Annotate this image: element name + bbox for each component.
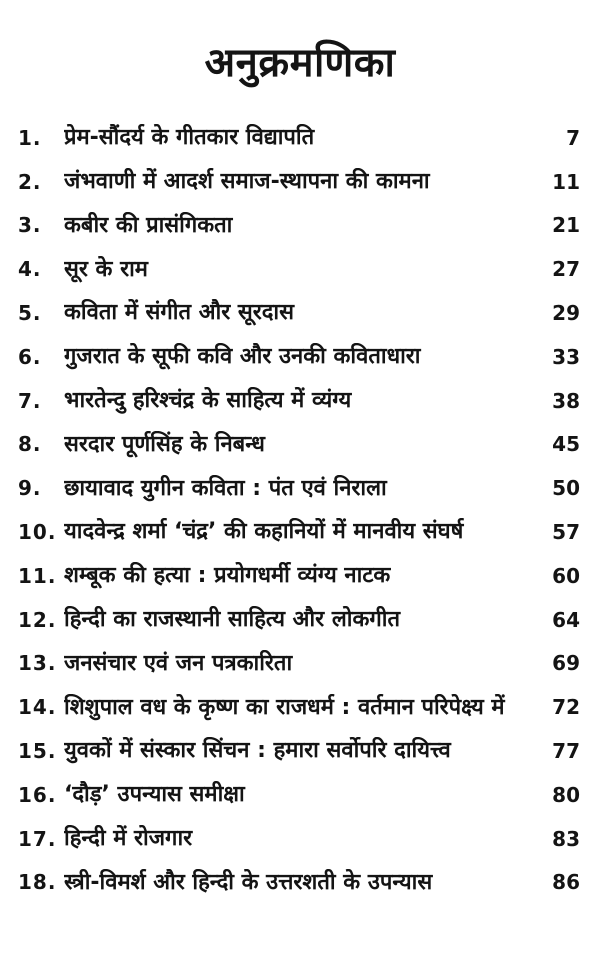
toc-row — [14, 291, 580, 335]
toc-entry-page: 27 — [552, 257, 580, 282]
toc-entry-page: 83 — [552, 826, 580, 851]
toc-row — [14, 204, 580, 248]
toc-entry-number: 3. — [18, 213, 42, 238]
toc-entry-title: हिन्दी में रोजगार — [64, 825, 193, 851]
toc-entry-number: 7. — [18, 388, 42, 413]
toc-row — [14, 817, 580, 861]
toc-entry-page: 33 — [552, 344, 580, 369]
toc-entry-title: स्त्री-विमर्श और हिन्दी के उत्तरशती के उपन्यास — [64, 869, 433, 895]
toc-entry-title: शम्बूक की हत्या : प्रयोगधर्मी व्यंग्य नाटक — [64, 563, 391, 589]
toc-entry-page: 29 — [552, 301, 580, 326]
toc-entry-title: यादवेन्द्र शर्मा ‘चंद्र’ की कहानियों में मानवीय संघर्ष — [64, 519, 464, 545]
toc-entry-title: शिशुपाल वध के कृष्ण का राजधर्म : वर्तमान परिपेक्ष्य में — [64, 694, 505, 720]
toc-entry-title: सरदार पूर्णसिंह के निबन्ध — [64, 431, 265, 457]
toc-entry-title: जनसंचार एवं जन पत्रकारिता — [64, 650, 293, 676]
toc-entry-title: प्रेम-सौंदर्य के गीतकार विद्यापति — [64, 125, 315, 151]
toc-entry-page: 77 — [552, 739, 580, 764]
toc-row — [14, 642, 580, 686]
toc-entry-title: कबीर की प्रासंगिकता — [64, 212, 233, 238]
toc-row — [14, 773, 580, 817]
toc-entry-number: 12. — [18, 607, 57, 632]
toc-row — [14, 861, 580, 905]
toc-row — [14, 423, 580, 467]
toc-entry-page: 72 — [552, 695, 580, 720]
toc-entry-title: ‘दौड़’ उपन्यास समीक्षा — [64, 782, 245, 808]
toc-entry-number: 14. — [18, 695, 57, 720]
toc-entry-title: सूर के राम — [64, 256, 148, 282]
toc-entry-number: 10. — [18, 520, 57, 545]
toc-row — [14, 729, 580, 773]
toc-entry-title: युवकों में संस्कार सिंचन : हमारा सर्वोपरि दायित्त्व — [64, 738, 451, 764]
toc-entry-page: 50 — [552, 476, 580, 501]
toc-entry-page: 64 — [552, 607, 580, 632]
toc-entry-number: 9. — [18, 476, 42, 501]
toc-entry-page: 57 — [552, 520, 580, 545]
toc-row — [14, 160, 580, 204]
toc-list — [0, 116, 600, 904]
toc-entry-number: 13. — [18, 651, 57, 676]
toc-entry-page: 80 — [552, 782, 580, 807]
toc-entry-page: 11 — [552, 169, 580, 194]
toc-entry-number: 8. — [18, 432, 42, 457]
toc-row — [14, 247, 580, 291]
toc-entry-title: कविता में संगीत और सूरदास — [64, 300, 294, 326]
toc-entry-number: 16. — [18, 782, 57, 807]
toc-row — [14, 379, 580, 423]
toc-entry-title: गुजरात के सूफी कवि और उनकी कविताधारा — [64, 344, 421, 370]
toc-entry-number: 1. — [18, 125, 42, 150]
toc-entry-number: 5. — [18, 301, 42, 326]
toc-row — [14, 466, 580, 510]
toc-entry-page: 45 — [552, 432, 580, 457]
toc-entry-number: 17. — [18, 826, 57, 851]
toc-entry-title: जंभवाणी में आदर्श समाज-स्थापना की कामना — [64, 168, 430, 194]
toc-row — [14, 554, 580, 598]
toc-entry-title: हिन्दी का राजस्थानी साहित्य और लोकगीत — [64, 606, 400, 632]
toc-entry-page: 21 — [552, 213, 580, 238]
toc-entry-page: 60 — [552, 563, 580, 588]
toc-entry-page: 69 — [552, 651, 580, 676]
toc-entry-number: 4. — [18, 257, 42, 282]
toc-entry-page: 7 — [566, 125, 580, 150]
toc-entry-page: 38 — [552, 388, 580, 413]
toc-entry-number: 18. — [18, 870, 57, 895]
toc-entry-page: 86 — [552, 870, 580, 895]
toc-entry-number: 2. — [18, 169, 42, 194]
toc-row — [14, 685, 580, 729]
page-title: अनुक्रमणिका — [204, 40, 396, 86]
toc-row — [14, 335, 580, 379]
toc-row — [14, 510, 580, 554]
toc-entry-number: 6. — [18, 344, 42, 369]
toc-row — [14, 116, 580, 160]
toc-entry-number: 11. — [18, 563, 57, 588]
toc-entry-number: 15. — [18, 739, 57, 764]
toc-entry-title: छायावाद युगीन कविता : पंत एवं निराला — [64, 475, 387, 501]
toc-entry-title: भारतेन्दु हरिश्चंद्र के साहित्य में व्यंग्य — [64, 387, 352, 413]
toc-row — [14, 598, 580, 642]
